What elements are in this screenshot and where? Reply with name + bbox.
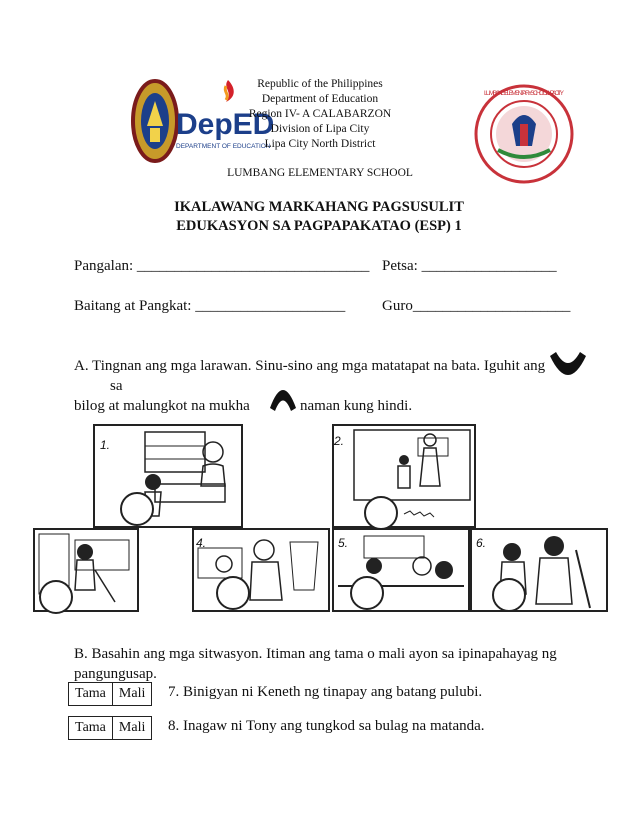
- mali-option-8[interactable]: Mali: [112, 717, 151, 740]
- header-region: Region IV- A CALABARZON: [248, 108, 392, 120]
- answer-circle-2[interactable]: [364, 496, 398, 530]
- mali-option-7[interactable]: Mali: [112, 683, 151, 706]
- answer-circle-1[interactable]: [120, 492, 154, 526]
- picture-2-number: 2.: [334, 434, 345, 448]
- happy-face-icon: [548, 350, 588, 388]
- deped-logo-subtext: DEPARTMENT OF EDUCATION: [176, 143, 271, 150]
- tama-mali-table-7: [68, 682, 152, 706]
- header-republic: Republic of the Philippines: [257, 78, 383, 90]
- grade-section-field[interactable]: Baitang at Pangkat: ____________________: [74, 298, 346, 314]
- deped-logo-text: DepED: [176, 108, 275, 141]
- header-department: Department of Education: [261, 93, 379, 105]
- sad-face-icon: [268, 378, 298, 412]
- picture-2: [332, 424, 476, 528]
- header-school: LUMBANG ELEMENTARY SCHOOL: [227, 167, 413, 179]
- date-field[interactable]: Petsa: __________________: [382, 258, 557, 274]
- deped-seal-logo: [130, 76, 180, 166]
- statement-7: 7. Binigyan ni Keneth ng tinapay ang batang pulubi.: [168, 684, 483, 700]
- tama-option-8[interactable]: Tama: [69, 717, 113, 740]
- answer-circle-3[interactable]: [39, 580, 73, 614]
- section-b-instruction-cont: pangungusap.: [74, 666, 157, 682]
- statement-8: 8. Inagaw ni Tony ang tungkod sa bulag na matanda.: [168, 718, 485, 734]
- header-division: Division of Lipa City: [270, 123, 370, 135]
- section-a-instruction-line3-end: naman kung hindi.: [300, 398, 413, 414]
- section-a-instruction-cont: sa: [110, 378, 123, 394]
- picture-1-number: 1.: [100, 438, 111, 452]
- picture-4-number: 4.: [196, 536, 207, 550]
- picture-4: [192, 528, 330, 612]
- picture-6-number: 6.: [476, 536, 487, 550]
- tama-mali-table-8: [68, 716, 152, 740]
- answer-circle-4[interactable]: [216, 576, 250, 610]
- tama-option-7[interactable]: Tama: [69, 683, 113, 706]
- section-a-instruction: A. Tingnan ang mga larawan. Sinu-sino ang mga matatapat na bata. Iguhit ang: [74, 358, 546, 374]
- exam-title: IKALAWANG MARKAHANG PAGSUSULIT: [174, 199, 464, 215]
- picture-6: [470, 528, 608, 612]
- answer-circle-6[interactable]: [492, 578, 526, 612]
- exam-subject: EDUKASYON SA PAGPAPAKATAO (ESP) 1: [176, 218, 462, 234]
- name-field[interactable]: Pangalan: _______________________________: [74, 258, 370, 274]
- school-seal-logo: [474, 84, 574, 184]
- answer-circle-5[interactable]: [350, 576, 384, 610]
- school-seal-text: LUMBANG ELEMENTARY SCHOOL · LIPA CITY: [484, 90, 564, 97]
- picture-5-number: 5.: [338, 536, 349, 550]
- section-a-instruction-line3: bilog at malungkot na mukha: [74, 398, 250, 414]
- teacher-field[interactable]: Guro_____________________: [382, 298, 571, 314]
- section-b-instruction: B. Basahin ang mga sitwasyon. Itiman ang tama o mali ayon sa ipinapahayag ng: [74, 646, 557, 662]
- picture-1: [93, 424, 243, 528]
- header-district: Lipa City North District: [264, 138, 376, 150]
